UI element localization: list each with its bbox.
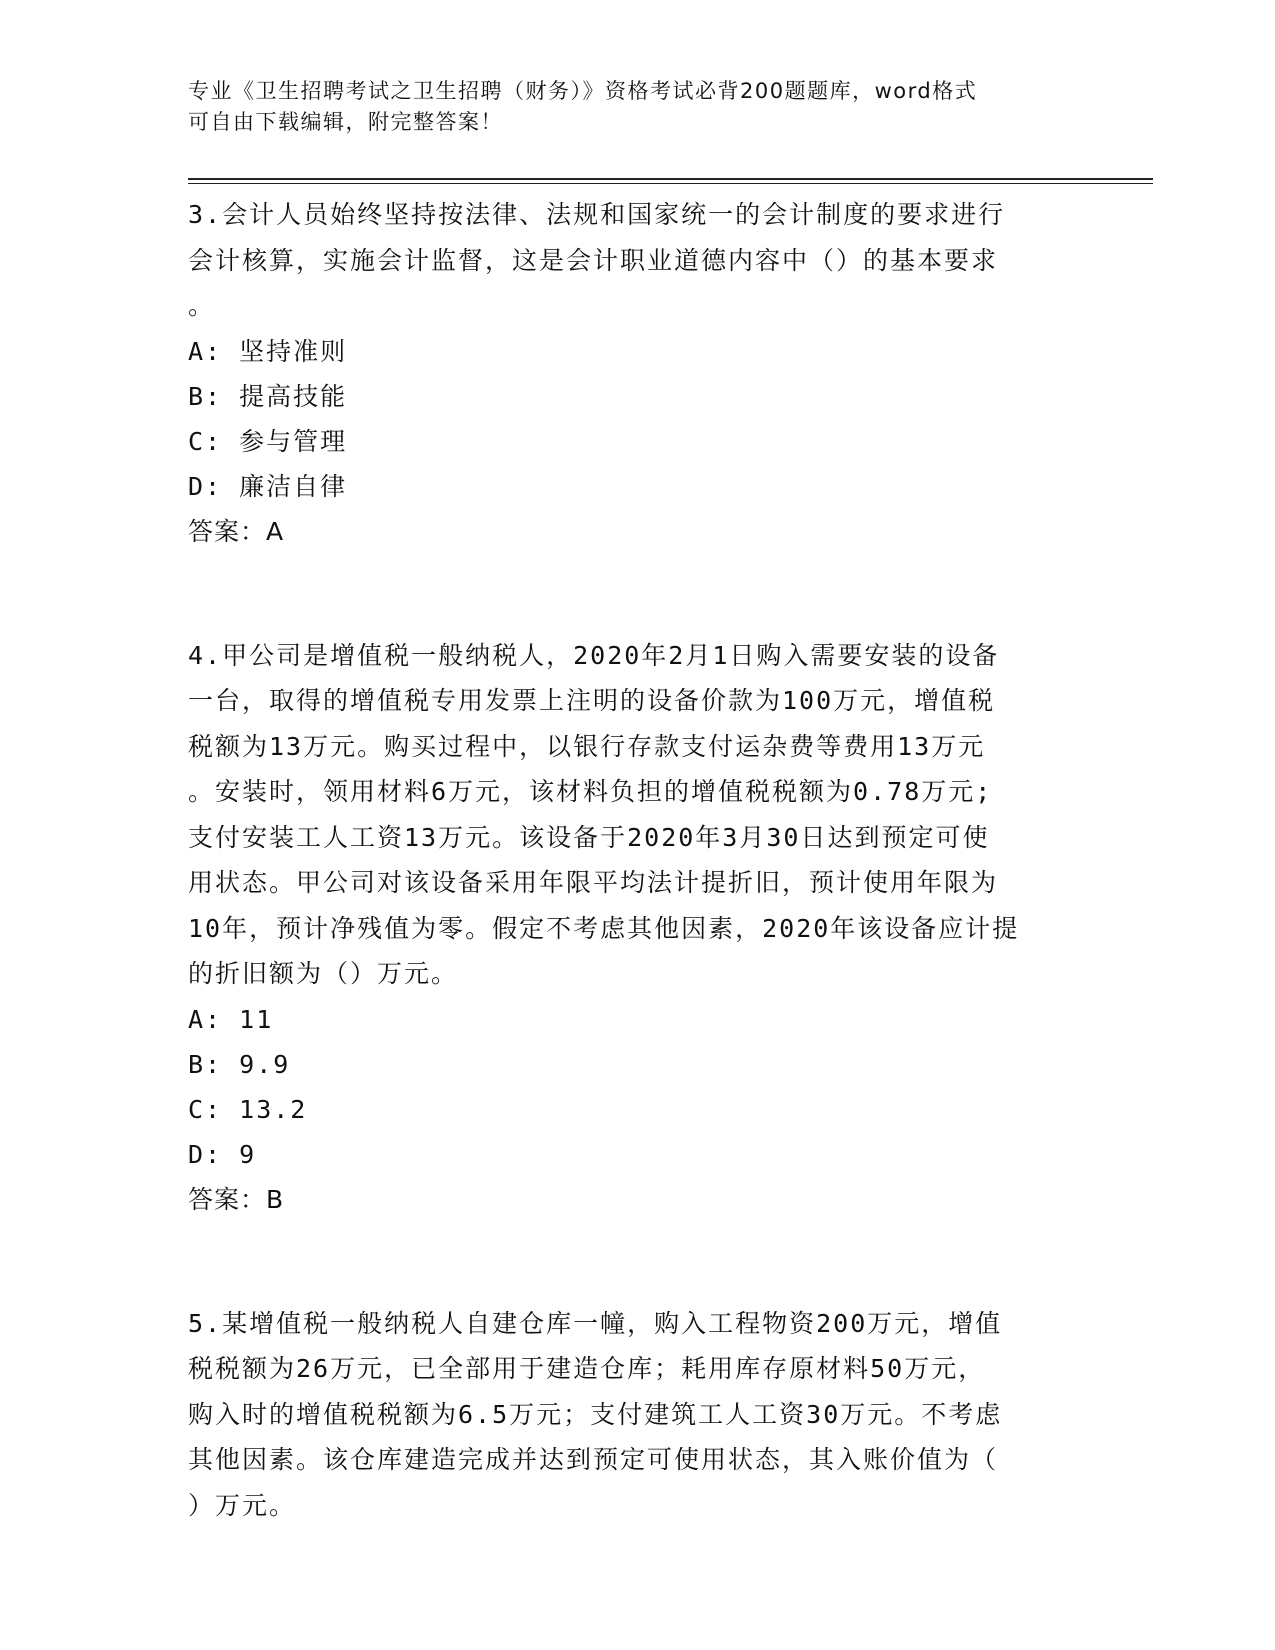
question-spacer (188, 1223, 1068, 1301)
option-c: C: 13.2 (188, 1094, 308, 1124)
document-header (188, 76, 1068, 138)
option-d: D: 9 (188, 1139, 257, 1169)
answer-label: 答案：A (188, 516, 285, 546)
question-stem-line: 5.某增值税一般纳税人自建仓库一幢，购入工程物资200万元，增值 (188, 1308, 1003, 1338)
header-divider-thin (188, 183, 1153, 184)
question-4 (188, 633, 1068, 1223)
question-stem-line: 。 (188, 291, 216, 320)
question-stem-line: 税税额为26万元，已全部用于建造仓库；耗用库存原材料50万元， (188, 1354, 986, 1383)
answer-label: 答案：B (188, 1184, 285, 1214)
question-spacer (188, 555, 1068, 633)
question-3 (188, 192, 1068, 555)
option-d: D: 廉洁自律 (188, 471, 348, 501)
question-stem-line: 3.会计人员始终坚持按法律、法规和国家统一的会计制度的要求进行 (188, 200, 1006, 229)
question-stem-line: 一台，取得的增值税专用发票上注明的设备价款为100万元，增值税 (188, 686, 996, 715)
question-list (188, 192, 1068, 1528)
question-5 (188, 1301, 1068, 1529)
option-b: B: 9.9 (188, 1049, 291, 1079)
question-stem-line: 税额为13万元。购买过程中，以银行存款支付运杂费等费用13万元 (188, 731, 986, 761)
question-stem-line: ）万元。 (188, 1490, 297, 1520)
option-b: B: 提高技能 (188, 381, 348, 411)
question-stem-line: 会计核算，实施会计监督，这是会计职业道德内容中（）的基本要求 (188, 245, 999, 275)
question-stem-line: 4.甲公司是增值税一般纳税人，2020年2月1日购入需要安装的设备 (188, 640, 1000, 670)
question-stem-line: 支付安装工人工资13万元。该设备于2020年3月30日达到预定可使 (188, 822, 990, 852)
question-stem-line: 其他因素。该仓库建造完成并达到预定可使用状态，其入账价值为（ (188, 1445, 999, 1474)
question-stem-line: 用状态。甲公司对该设备采用年限平均法计提折旧，预计使用年限为 (188, 868, 999, 897)
question-stem-line: 。安装时，领用材料6万元，该材料负担的增值税税额为0.78万元; (188, 777, 993, 806)
option-a: A: 11 (188, 1004, 274, 1034)
header-title-line-1: 专业《卫生招聘考试之卫生招聘（财务）》资格考试必背200题题库，word格式 (188, 79, 978, 103)
header-title-line-2: 可自由下载编辑，附完整答案！ (188, 110, 503, 134)
option-a: A: 坚持准则 (188, 336, 348, 366)
question-stem-line: 购入时的增值税税额为6.5万元；支付建筑工人工资30万元。不考虑 (188, 1399, 1003, 1429)
question-stem-line: 的折旧额为（）万元。 (188, 959, 459, 988)
header-divider-thick (188, 178, 1153, 180)
option-c: C: 参与管理 (188, 426, 348, 456)
question-stem-line: 10年，预计净残值为零。假定不考虑其他因素，2020年该设备应计提 (188, 913, 1020, 943)
